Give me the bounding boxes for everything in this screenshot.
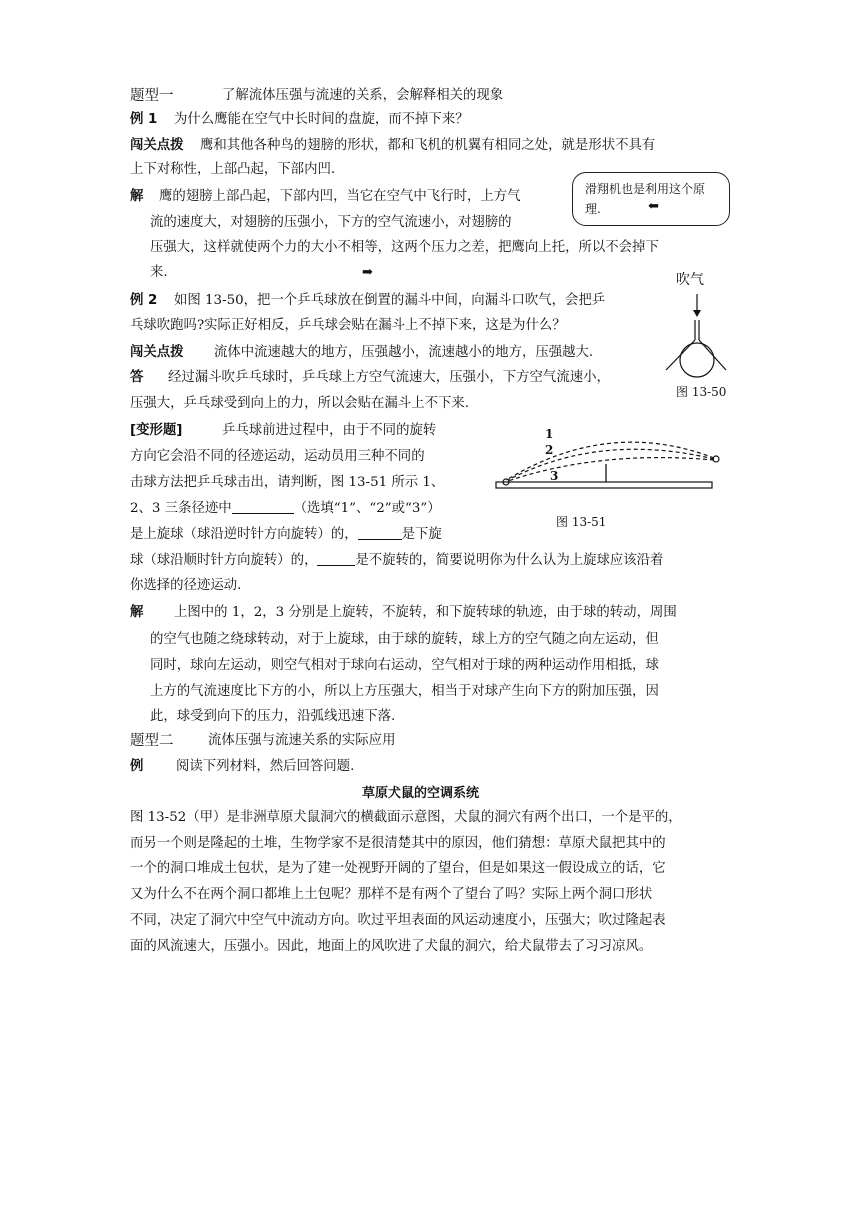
article-line-2: 而另一个则是隆起的土堆，生物学家不是很清楚其中的原因，他们猜想：草原犬鼠把其中的 <box>130 836 666 851</box>
article-line-6: 面的风流速大，压强小。因此，地面上的风吹进了犬鼠的洞穴，给犬鼠带去了习习凉风。 <box>130 939 653 954</box>
ex1-question: 为什么鹰能在空气中长时间的盘旋，而不掉下来？ <box>174 112 469 127</box>
article-line-3: 一个的洞口堆成土包状，是为了建一处视野开阔的了望台，但是如果这一假设成立的话，它 <box>130 861 666 876</box>
variant-line-5-text: 是上旋球（球沿逆时针方向旋转）的， <box>130 527 358 542</box>
article-title: 草原犬鼠的空调系统 <box>362 786 480 801</box>
variant-line-5 <box>130 525 442 545</box>
variant-line-1: 乒乓球前进过程中，由于不同的旋转 <box>222 423 437 438</box>
ex2-hint: 流体中流速越大的地方，压强越小，流速越小的地方，压强越大. <box>214 345 594 360</box>
variant-line-4 <box>130 499 441 519</box>
sol2-line-5: 此，球受到向下的压力，沿弧线迅速下落. <box>150 709 396 724</box>
blow-arrow-head <box>693 310 701 317</box>
ex1-solution-line-4: 来. <box>150 265 168 280</box>
table-surface <box>496 482 712 488</box>
ex3-label: 例 <box>130 759 144 774</box>
callout-text: 滑翔机也是利用这个原理. <box>585 182 706 216</box>
ex1-label: 例 1 <box>130 112 158 127</box>
sol2-line-4: 上方的气流速度比下方的小，所以上方压强大，相当于对球产生向下方的附加压强，因 <box>150 684 659 699</box>
section1-title: 了解流体压强与流速的关系，会解释相关的现象 <box>222 88 504 103</box>
sol2-label: 解 <box>130 605 144 620</box>
sol2-line-3: 同时，球向左运动，则空气相对于球向右运动，空气相对于球的两种运动作用相抵，球 <box>150 658 659 673</box>
sol2-line-2: 的空气也随之绕球转动，对于上旋球，由于球的旋转，球上方的空气随之向左运动，但 <box>150 632 659 647</box>
ex1-solution-line-2: 流的速度大，对翅膀的压强小，下方的空气流速小，对翅膀的 <box>150 215 512 230</box>
trajectory-1 <box>508 442 714 479</box>
trajectory-3 <box>508 458 714 481</box>
section1-label: 题型一 <box>130 88 174 104</box>
article-line-4: 又为什么不在两个洞口都堆上土包呢？那样不是有两个了望台了吗？实际上两个洞口形状 <box>130 887 653 902</box>
variant-line-3: 击球方法把乒乓球击出，请判断，图 13-51 所示 1、 <box>130 475 445 490</box>
ex2-question-line-2: 乓球吹跑吗?实际正好相反，乒乓球会贴在漏斗上不掉下来，这是为什么？ <box>130 318 566 333</box>
ping-pong-ball <box>680 343 714 377</box>
ex1-hint-line-2: 上下对称性，上部凸起，下部内凹. <box>130 162 336 177</box>
ex2-question-line-1: 如图 13-50，把一个乒乓球放在倒置的漏斗中间，向漏斗口吹气，会把乒 <box>174 293 606 308</box>
ex2-answer-line-2: 压强大，乒乓球受到向上的力，所以会贴在漏斗上不下来. <box>130 396 470 411</box>
article-line-5: 不同，决定了洞穴中空气中流动方向。吹过平坦表面的风运动速度小，压强大；吹过隆起表 <box>130 913 666 928</box>
ex3-text: 阅读下列材料，然后回答问题. <box>176 759 355 774</box>
variant-line-4-option: （选填“1”、“2”或“3”） <box>293 501 441 516</box>
ex1-solution-label: 解 <box>130 189 144 204</box>
trajectory-2 <box>508 449 714 480</box>
ex2-label: 例 2 <box>130 293 158 308</box>
trajectory-label-1: 1 <box>545 427 554 441</box>
article-line-1: 图 13-52（甲）是非洲草原犬鼠洞穴的横截面示意图，犬鼠的洞穴有两个出口，一个是平的， <box>130 810 682 825</box>
variant-line-4-text: 2、3 三条径迹中 <box>130 501 232 516</box>
section2-label: 题型二 <box>130 733 174 749</box>
variant-line-6-text: 球（球沿顺时针方向旋转）的， <box>130 553 318 568</box>
right-arrow-icon: ➡ <box>362 265 373 280</box>
fig1350-top-label: 吹气 <box>676 272 704 288</box>
variant-label: [变形题] <box>130 423 183 438</box>
variant-line-5-end: 是下旋 <box>401 527 442 542</box>
ex2-hint-label: 闯关点拨 <box>130 345 184 360</box>
sol2-line-1: 上图中的 1，2，3 分别是上旋转，不旋转，和下旋转球的轨迹，由于球的转动，周围 <box>174 605 677 620</box>
left-arrow-icon: ⬅ <box>648 199 659 214</box>
variant-line-2: 方向它会沿不同的径迹运动，运动员用三种不同的 <box>130 449 425 464</box>
ex1-solution-line-1: 鹰的翅膀上部凸起，下部内凹，当它在空气中飞行时，上方气 <box>159 189 521 204</box>
ex1-hint-label: 闯关点拨 <box>130 138 184 153</box>
variant-line-7: 你选择的径迹运动. <box>130 578 242 593</box>
funnel-ball-figure <box>660 290 730 382</box>
ex1-hint-line-1: 鹰和其他各种鸟的翅膀的形状，都和飞机的机翼有相同之处，就是形状不具有 <box>200 138 656 153</box>
answer-blank-3[interactable] <box>317 551 355 566</box>
variant-line-6 <box>130 551 663 571</box>
trajectory-label-2: 2 <box>545 443 554 457</box>
answer-blank-1[interactable] <box>232 499 294 514</box>
ex2-answer-line-1: 经过漏斗吹乒乓球时，乒乓球上方空气流速大，压强小，下方空气流速小， <box>168 370 610 385</box>
fig1351-caption: 图 13-51 <box>556 515 607 529</box>
ex1-solution-line-3: 压强大，这样就使两个力的大小不相等，这两个压力之差，把鹰向上托，所以不会掉下 <box>150 240 659 255</box>
ball-trajectory-figure <box>490 422 722 498</box>
ex2-answer-label: 答 <box>130 370 144 385</box>
answer-blank-2[interactable] <box>358 525 402 540</box>
trajectory-label-3: 3 <box>550 469 559 483</box>
section2-title: 流体压强与流速关系的实际应用 <box>208 733 396 748</box>
fig1350-caption: 图 13-50 <box>676 385 727 399</box>
variant-line-6-end: 是不旋转的，简要说明你为什么认为上旋球应该沿着 <box>355 553 664 568</box>
